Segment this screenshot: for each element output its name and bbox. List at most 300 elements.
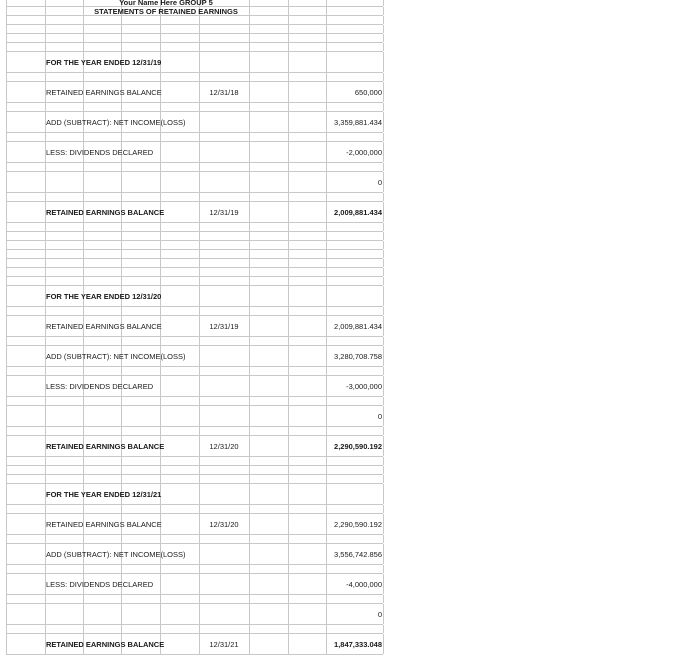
grid-line <box>121 397 122 405</box>
statement-title: STATEMENTS OF RETAINED EARNINGS <box>94 6 238 16</box>
grid-line <box>383 286 384 306</box>
grid-line <box>326 7 327 15</box>
grid-line <box>199 286 200 306</box>
grid-line <box>249 427 250 435</box>
grid-line <box>383 43 384 51</box>
grid-line <box>326 484 327 504</box>
grid-line <box>288 427 289 435</box>
grid-line <box>6 34 7 42</box>
grid-line <box>249 634 250 654</box>
grid-line <box>45 163 46 171</box>
grid-line <box>83 427 84 435</box>
grid-line <box>45 268 46 276</box>
grid-line <box>6 346 7 366</box>
grid-line <box>45 223 46 231</box>
grid-line <box>383 268 384 276</box>
grid-line <box>199 250 200 258</box>
grid-line <box>383 103 384 111</box>
grid-line <box>160 406 161 426</box>
adjustment-row <box>6 603 383 624</box>
grid-line <box>6 241 7 249</box>
grid-line <box>288 34 289 42</box>
empty-row <box>6 231 383 240</box>
grid-line <box>83 25 84 33</box>
grid-line <box>160 16 161 24</box>
section-heading-row <box>6 483 383 504</box>
grid-line <box>199 475 200 483</box>
grid-line <box>160 604 161 624</box>
date-cell: 12/31/18 <box>209 87 239 97</box>
grid-line <box>383 397 384 405</box>
empty-row <box>6 306 383 315</box>
grid-line <box>249 112 250 132</box>
grid-line <box>45 133 46 141</box>
grid-line <box>160 307 161 315</box>
grid-line <box>383 73 384 81</box>
grid-line <box>199 484 200 504</box>
grid-line <box>326 25 327 33</box>
grid-line <box>121 277 122 285</box>
grid-line <box>6 307 7 315</box>
empty-row <box>6 249 383 258</box>
grid-line <box>383 484 384 504</box>
grid-line <box>288 112 289 132</box>
section-heading-row <box>6 51 383 72</box>
grid-line <box>199 112 200 132</box>
grid-line <box>383 466 384 474</box>
grid-line <box>121 505 122 513</box>
grid-line <box>249 193 250 201</box>
grid-line <box>249 163 250 171</box>
grid-line <box>383 427 384 435</box>
grid-line <box>83 595 84 603</box>
grid-line <box>383 277 384 285</box>
grid-line <box>288 514 289 534</box>
grid-line <box>249 484 250 504</box>
grid-line <box>199 241 200 249</box>
grid-line <box>326 133 327 141</box>
net-income-row <box>6 345 383 366</box>
grid-line <box>160 595 161 603</box>
grid-line <box>6 16 7 24</box>
grid-line <box>160 565 161 573</box>
grid-line <box>383 241 384 249</box>
grid-line <box>249 565 250 573</box>
net-income-label: ADD (SUBTRACT): NET INCOME(LOSS) <box>46 351 186 361</box>
grid-line <box>83 457 84 465</box>
grid-line <box>121 34 122 42</box>
grid-line <box>160 397 161 405</box>
grid-line <box>6 367 7 375</box>
grid-line <box>288 535 289 543</box>
grid-line <box>383 625 384 633</box>
grid-line <box>288 307 289 315</box>
section-heading-row <box>6 285 383 306</box>
dividends-row <box>6 375 383 396</box>
grid-line <box>121 259 122 267</box>
grid-line <box>6 475 7 483</box>
date-cell: 12/31/20 <box>209 519 239 529</box>
grid-line <box>83 307 84 315</box>
grid-line <box>45 535 46 543</box>
grid-line <box>249 367 250 375</box>
grid-line <box>83 34 84 42</box>
grid-line <box>45 43 46 51</box>
grid-line <box>160 427 161 435</box>
grid-line <box>45 25 46 33</box>
grid-line <box>383 259 384 267</box>
grid-line <box>160 457 161 465</box>
grid-line <box>199 52 200 72</box>
grid-line <box>83 259 84 267</box>
grid-line <box>199 604 200 624</box>
grid-line <box>45 397 46 405</box>
grid-line <box>45 193 46 201</box>
opening-balance-row <box>6 513 383 534</box>
empty-row <box>6 426 383 435</box>
grid-line <box>288 604 289 624</box>
net-income-row <box>6 111 383 132</box>
grid-line <box>121 457 122 465</box>
closing-balance-row <box>6 201 383 222</box>
grid-line <box>249 142 250 162</box>
grid-line <box>121 595 122 603</box>
grid-line <box>288 82 289 102</box>
grid-line <box>199 367 200 375</box>
grid-line <box>288 193 289 201</box>
empty-row <box>6 564 383 573</box>
grid-line <box>121 223 122 231</box>
grid-line <box>160 466 161 474</box>
closing-balance-label: RETAINED EARNINGS BALANCE <box>46 639 165 649</box>
grid-line <box>121 466 122 474</box>
grid-line <box>288 625 289 633</box>
grid-line <box>121 427 122 435</box>
grid-line <box>326 337 327 345</box>
grid-line <box>249 604 250 624</box>
grid-line <box>326 241 327 249</box>
grid-line <box>45 232 46 240</box>
net-income-row <box>6 543 383 564</box>
grid-line <box>249 250 250 258</box>
grid-line <box>249 52 250 72</box>
grid-line <box>383 16 384 24</box>
grid-line <box>326 367 327 375</box>
grid-line <box>121 337 122 345</box>
grid-line <box>199 565 200 573</box>
grid-line <box>45 259 46 267</box>
grid-line <box>288 634 289 654</box>
grid-line <box>288 202 289 222</box>
grid-line <box>121 307 122 315</box>
empty-row <box>6 162 383 171</box>
adjustment-row <box>6 405 383 426</box>
empty-row <box>6 534 383 543</box>
empty-row <box>6 624 383 633</box>
grid-line <box>121 250 122 258</box>
dividends-value: -2,000,000 <box>346 147 382 157</box>
grid-line <box>199 16 200 24</box>
grid-line <box>6 436 7 456</box>
grid-line <box>326 595 327 603</box>
grid-line <box>288 286 289 306</box>
grid-line <box>326 16 327 24</box>
closing-balance-row <box>6 435 383 456</box>
empty-row <box>6 102 383 111</box>
grid-line <box>199 232 200 240</box>
dividends-label: LESS: DIVIDENDS DECLARED <box>46 147 154 157</box>
grid-line <box>45 406 46 426</box>
grid-line <box>6 514 7 534</box>
grid-line <box>45 466 46 474</box>
grid-line <box>383 475 384 483</box>
grid-line <box>288 466 289 474</box>
grid-line <box>288 337 289 345</box>
grid-line <box>199 595 200 603</box>
grid-line <box>326 43 327 51</box>
grid-line <box>249 475 250 483</box>
grid-line <box>249 34 250 42</box>
grid-line <box>288 241 289 249</box>
grid-line <box>383 565 384 573</box>
grid-line <box>6 544 7 564</box>
grid-line <box>249 544 250 564</box>
grid-line <box>326 193 327 201</box>
grid-line <box>45 625 46 633</box>
opening-balance-value: 2,290,590.192 <box>334 519 382 529</box>
grid-line <box>45 595 46 603</box>
opening-balance-label: RETAINED EARNINGS BALANCE <box>46 87 162 97</box>
grid-line <box>288 376 289 396</box>
grid-line <box>6 103 7 111</box>
grid-line <box>326 475 327 483</box>
grid-line <box>249 574 250 594</box>
grid-line <box>249 286 250 306</box>
date-cell: 12/31/21 <box>209 639 239 649</box>
grid-line <box>160 268 161 276</box>
grid-line <box>45 16 46 24</box>
grid-line <box>6 277 7 285</box>
grid-line <box>6 565 7 573</box>
grid-line <box>160 172 161 192</box>
adjustment-value: 0 <box>377 609 382 619</box>
grid-line <box>383 250 384 258</box>
grid-line <box>199 268 200 276</box>
grid-line <box>199 337 200 345</box>
dividends-value: -3,000,000 <box>346 381 382 391</box>
grid-line <box>83 535 84 543</box>
grid-line <box>160 241 161 249</box>
grid-line <box>6 133 7 141</box>
grid-line <box>199 142 200 162</box>
grid-line <box>383 0 384 6</box>
grid-line <box>326 232 327 240</box>
grid-line <box>288 484 289 504</box>
grid-line <box>288 142 289 162</box>
empty-row <box>6 336 383 345</box>
empty-row <box>6 366 383 375</box>
grid-line <box>249 625 250 633</box>
grid-line <box>199 133 200 141</box>
grid-line <box>199 427 200 435</box>
grid-line <box>6 397 7 405</box>
grid-line <box>83 277 84 285</box>
empty-row <box>6 276 383 285</box>
grid-line <box>6 337 7 345</box>
grid-line <box>249 103 250 111</box>
grid-line <box>45 34 46 42</box>
header-name-line: Your Name Here GROUP 5 <box>119 0 213 7</box>
empty-row <box>6 72 383 81</box>
grid-line <box>288 103 289 111</box>
grid-line <box>249 397 250 405</box>
grid-line <box>249 25 250 33</box>
grid-line <box>288 565 289 573</box>
net-income-value: 3,280,708.758 <box>334 351 382 361</box>
date-cell: 12/31/20 <box>209 441 239 451</box>
grid-line <box>383 535 384 543</box>
header-title-row <box>6 6 383 15</box>
grid-line <box>83 475 84 483</box>
grid-line <box>249 268 250 276</box>
grid-line <box>160 163 161 171</box>
grid-line <box>83 193 84 201</box>
grid-line <box>6 223 7 231</box>
grid-line <box>6 466 7 474</box>
grid-line <box>326 103 327 111</box>
closing-balance-label: RETAINED EARNINGS BALANCE <box>46 441 165 451</box>
grid-line <box>6 163 7 171</box>
grid-line <box>199 103 200 111</box>
grid-line <box>121 193 122 201</box>
grid-line <box>288 277 289 285</box>
grid-line <box>326 397 327 405</box>
grid-line <box>121 25 122 33</box>
grid-line <box>6 484 7 504</box>
grid-line <box>83 337 84 345</box>
grid-line <box>249 466 250 474</box>
grid-line <box>45 250 46 258</box>
grid-line <box>383 505 384 513</box>
grid-line <box>288 16 289 24</box>
grid-line <box>326 52 327 72</box>
grid-line <box>121 241 122 249</box>
grid-line <box>249 202 250 222</box>
grid-line <box>288 7 289 15</box>
grid-line <box>199 34 200 42</box>
grid-line <box>121 625 122 633</box>
grid-line <box>121 16 122 24</box>
grid-line <box>6 634 7 654</box>
grid-line <box>383 34 384 42</box>
grid-line <box>249 346 250 366</box>
grid-line <box>326 223 327 231</box>
grid-line <box>249 241 250 249</box>
opening-balance-row <box>6 81 383 102</box>
grid-line <box>249 16 250 24</box>
empty-row <box>6 222 383 231</box>
grid-line <box>6 268 7 276</box>
grid-line <box>83 397 84 405</box>
grid-line <box>6 535 7 543</box>
grid-line <box>199 172 200 192</box>
grid-line <box>160 193 161 201</box>
grid-line <box>121 406 122 426</box>
grid-line <box>288 505 289 513</box>
grid-line <box>160 103 161 111</box>
grid-line <box>199 406 200 426</box>
empty-row <box>6 240 383 249</box>
grid-line <box>326 73 327 81</box>
grid-line <box>199 397 200 405</box>
grid-line <box>45 172 46 192</box>
grid-line <box>288 73 289 81</box>
grid-line <box>249 595 250 603</box>
dividends-label: LESS: DIVIDENDS DECLARED <box>46 579 154 589</box>
closing-balance-value: 2,290,590.192 <box>334 441 382 451</box>
grid-line <box>83 625 84 633</box>
grid-line <box>326 535 327 543</box>
grid-line <box>83 505 84 513</box>
grid-line <box>383 367 384 375</box>
grid-line <box>45 307 46 315</box>
grid-line <box>288 259 289 267</box>
grid-line <box>6 604 7 624</box>
grid-line <box>121 133 122 141</box>
grid-line <box>288 475 289 483</box>
grid-line <box>83 241 84 249</box>
date-cell: 12/31/19 <box>209 321 239 331</box>
grid-line <box>160 625 161 633</box>
empty-row <box>6 192 383 201</box>
grid-line <box>288 25 289 33</box>
grid-line <box>121 367 122 375</box>
opening-balance-label: RETAINED EARNINGS BALANCE <box>46 519 162 529</box>
grid-line <box>6 52 7 72</box>
grid-line <box>199 163 200 171</box>
empty-row <box>6 474 383 483</box>
grid-line <box>199 466 200 474</box>
grid-line <box>160 259 161 267</box>
grid-line <box>121 73 122 81</box>
grid-line <box>45 565 46 573</box>
grid-line <box>288 406 289 426</box>
section-heading: FOR THE YEAR ENDED 12/31/21 <box>46 489 162 499</box>
empty-row <box>6 504 383 513</box>
grid-line <box>6 43 7 51</box>
grid-line <box>288 223 289 231</box>
grid-line <box>160 250 161 258</box>
grid-line <box>6 316 7 336</box>
grid-line <box>383 223 384 231</box>
dividends-row <box>6 141 383 162</box>
grid-line <box>326 505 327 513</box>
grid-line <box>326 286 327 306</box>
grid-line <box>249 535 250 543</box>
grid-line <box>249 43 250 51</box>
grid-line <box>249 406 250 426</box>
grid-line <box>6 232 7 240</box>
grid-line <box>121 604 122 624</box>
grid-line <box>45 73 46 81</box>
grid-line <box>6 406 7 426</box>
grid-line <box>121 535 122 543</box>
grid-line <box>121 103 122 111</box>
grid-line <box>121 43 122 51</box>
grid-line <box>199 535 200 543</box>
grid-line <box>249 376 250 396</box>
date-cell: 12/31/19 <box>209 207 239 217</box>
